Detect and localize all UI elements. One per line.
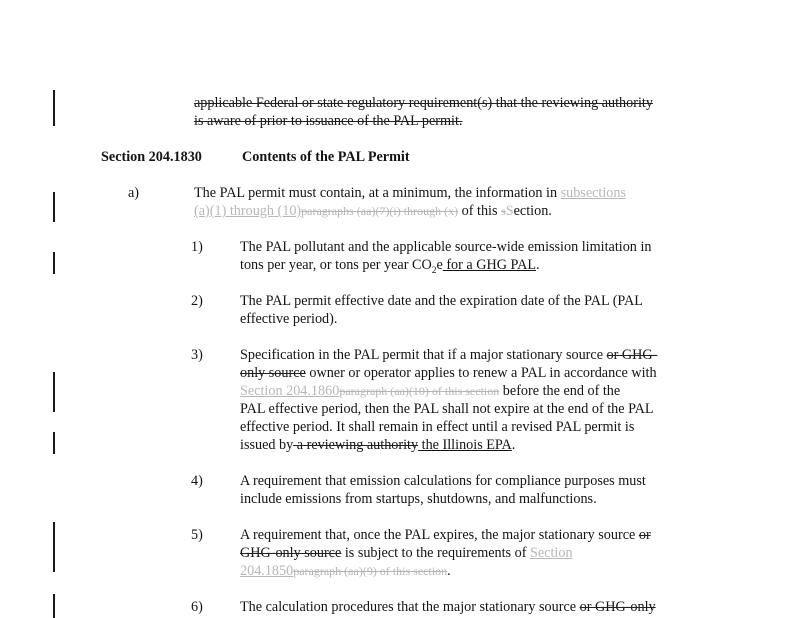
struck-text-line: applicable Federal or state regulatory requirement(s) that the reviewing authority — [194, 95, 653, 111]
deleted-text: a reviewing authority — [293, 437, 419, 453]
item-label: 3) — [191, 347, 203, 363]
item-text — [240, 256, 540, 274]
revision-bar — [53, 594, 55, 618]
inserted-text: subsections — [560, 185, 627, 201]
item-label: 5) — [191, 527, 203, 543]
text-run: ection. — [513, 203, 552, 219]
revision-bar — [53, 432, 55, 454]
inserted-text: (a)(1) through (10) — [194, 203, 302, 219]
inserted-text: for a GHG PAL — [442, 257, 537, 273]
subsection-text — [194, 202, 552, 220]
struck-text-line: is aware of prior to issuance of the PAL permit. — [194, 113, 463, 129]
revision-bar — [53, 252, 55, 274]
item-text — [240, 526, 651, 544]
item-label: 1) — [191, 239, 203, 255]
section-number: Section 204.1830 — [101, 149, 202, 165]
item-text — [240, 562, 451, 580]
revision-bar — [53, 90, 55, 126]
subsection-text — [194, 184, 626, 202]
item-text — [240, 598, 656, 616]
item-text — [240, 346, 657, 364]
item-text — [240, 436, 515, 454]
deleted-text: GHG-only source — [240, 545, 342, 561]
deleted-text: or GHG-only — [579, 599, 656, 615]
item-text: A requirement that emission calculations for compliance purposes must — [240, 473, 646, 489]
subscript: 2 — [431, 265, 437, 276]
text-run: before the end of the — [499, 383, 621, 399]
item-text: The PAL pollutant and the applicable source-wide emission limitation in — [240, 239, 652, 255]
text-run: tons per year, or tons per year CO — [240, 257, 432, 273]
deleted-text: or GHG- — [606, 347, 658, 363]
subsection-label: a) — [128, 185, 140, 201]
text-run: of this — [458, 203, 502, 219]
item-text: effective period). — [240, 311, 338, 327]
item-text: PAL effective period, then the PAL shall not expire at the end of the PAL — [240, 401, 654, 417]
deleted-text: paragraph (aa)(9) of this section — [293, 564, 448, 578]
revision-bar — [53, 522, 55, 572]
item-text: effective period. It shall remain in effect until a revised PAL permit is — [240, 419, 635, 435]
deleted-text: paragraph (aa)(10) of this section — [339, 384, 500, 398]
deleted-text: only source — [240, 365, 306, 381]
text-run: . — [447, 563, 451, 579]
text-run: Specification in the PAL permit that if a major stationary source — [240, 347, 607, 363]
item-text: include emissions from startups, shutdowns, and malfunctions. — [240, 491, 597, 507]
text-run: . — [511, 437, 516, 453]
item-text — [240, 382, 620, 400]
item-label: 2) — [191, 293, 203, 309]
text-run: The calculation procedures that the major stationary source — [240, 599, 580, 615]
deleted-text: or — [638, 527, 651, 543]
text-run: . — [536, 257, 540, 273]
text-run: The PAL permit must contain, at a minimum, the information in — [194, 185, 558, 201]
inserted-text: Section 204.1860 — [240, 383, 340, 399]
text-run: A requirement that, once the PAL expires, the major stationary source — [240, 527, 639, 543]
item-label: 6) — [191, 599, 203, 615]
text-run: owner or operator applies to renew a PAL in accordance with — [305, 365, 657, 381]
text-run: issued by — [240, 437, 294, 453]
text-run: is subject to the requirements of — [341, 545, 530, 561]
section-title: Contents of the PAL Permit — [242, 149, 410, 165]
inserted-text: the Illinois EPA — [418, 437, 512, 453]
item-text — [240, 544, 573, 562]
text-run: e — [436, 257, 443, 273]
item-text: The PAL permit effective date and the expiration date of the PAL (PAL — [240, 293, 643, 309]
inserted-text: S — [505, 203, 514, 219]
revision-bar — [53, 372, 55, 412]
item-text — [240, 364, 657, 382]
inserted-text: 204.1850 — [240, 563, 294, 579]
revision-bar — [53, 192, 55, 222]
item-label: 4) — [191, 473, 203, 489]
deleted-text: s — [501, 204, 506, 218]
deleted-text: paragraphs (aa)(7)(i) through (x) — [301, 204, 459, 218]
inserted-text: Section — [530, 545, 573, 561]
